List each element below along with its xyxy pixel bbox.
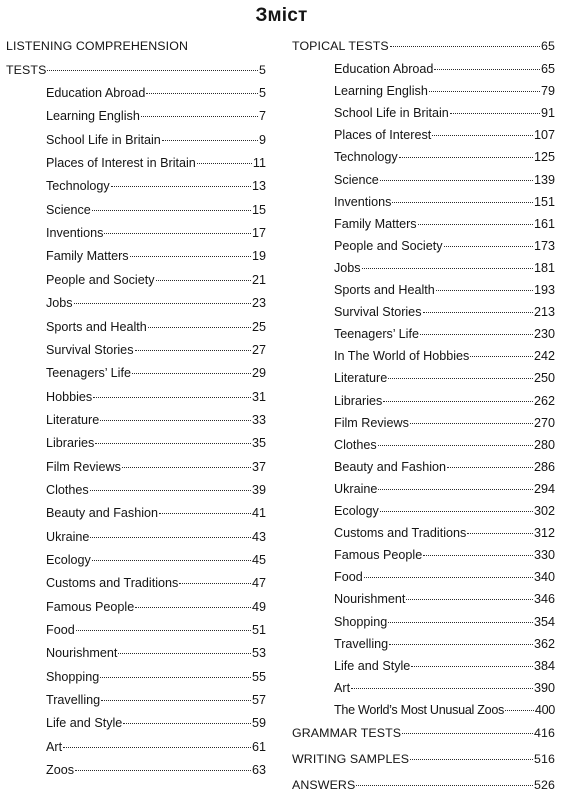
toc-entry-page: 286 (533, 459, 555, 474)
toc-entry (334, 367, 555, 389)
toc-entry-label: Inventions (46, 226, 104, 241)
toc-entry-page: 9 (258, 132, 266, 147)
dot-leader (141, 116, 258, 117)
dot-leader (351, 688, 533, 689)
toc-entry-page: 516 (534, 752, 555, 766)
toc-entry-page: 280 (533, 437, 555, 452)
toc-entry-label: Ukraine (46, 529, 90, 544)
toc-entry-page: 53 (251, 646, 266, 661)
dot-leader (388, 622, 533, 623)
toc-entry (46, 712, 266, 734)
toc-entry (46, 386, 266, 408)
toc-entry-label: Inventions (334, 194, 392, 209)
toc-entry-label: Travelling (46, 693, 101, 708)
toc-entry (334, 544, 555, 566)
toc-entry-page: 161 (533, 216, 555, 231)
dot-leader (104, 233, 251, 234)
toc-entry-label: Customs and Traditions (334, 526, 467, 541)
dot-leader (156, 280, 251, 281)
dot-leader (95, 443, 251, 444)
toc-entry-label: The World’s Most Unusual Zoos (334, 702, 505, 717)
toc-entry-label: Jobs (334, 260, 361, 275)
toc-entry (334, 235, 555, 257)
toc-entry (334, 434, 555, 456)
toc-entry-page: 416 (534, 726, 555, 740)
dot-leader (118, 653, 251, 654)
toc-entry-label: Famous People (334, 548, 423, 563)
toc-entry (46, 502, 266, 524)
dot-leader (434, 69, 540, 70)
toc-entry-label: Travelling (334, 636, 389, 651)
toc-entry-label: Clothes (46, 482, 89, 497)
dot-leader (411, 666, 533, 667)
toc-entry-label: Film Reviews (46, 459, 121, 474)
toc-entry-label: TESTS (6, 63, 47, 77)
toc-entry-label: Shopping (334, 614, 388, 629)
toc-entry (46, 292, 266, 314)
dot-leader (467, 533, 533, 534)
toc-entry-page: 49 (251, 599, 266, 614)
toc-entry-label: School Life in Britain (334, 106, 449, 121)
dot-leader (132, 373, 251, 374)
toc-entry (334, 257, 555, 279)
toc-entry-page: 270 (533, 415, 555, 430)
toc-entry (46, 526, 266, 548)
dot-leader (450, 113, 540, 114)
toc-entry-label: Film Reviews (334, 415, 409, 430)
toc-entry (46, 432, 266, 454)
toc-entry-page: 139 (533, 172, 555, 187)
toc-entry (46, 596, 266, 618)
toc-entry-page: 294 (533, 481, 555, 496)
toc-entry-page: 330 (533, 548, 555, 563)
toc-entry-page: 65 (541, 39, 555, 53)
toc-entry-label: Famous People (46, 599, 135, 614)
toc-entry-label: Science (46, 202, 91, 217)
dot-leader (146, 93, 258, 94)
dot-leader (93, 397, 251, 398)
dot-leader (447, 467, 533, 468)
toc-entry-page: 41 (251, 506, 266, 521)
toc-entry-label: Learning English (46, 109, 140, 124)
toc-entry-label: Teenagers’ Life (334, 327, 419, 342)
toc-entry-page: 384 (533, 658, 555, 673)
toc-entry-label: Life and Style (334, 658, 411, 673)
toc-entry-label: Technology (334, 150, 398, 165)
toc-entry-label: Ecology (334, 504, 379, 518)
toc-entry (334, 191, 555, 213)
toc-entry (334, 677, 555, 699)
toc-entry-page: 17 (251, 226, 266, 241)
toc-entry (46, 456, 266, 478)
toc-entry-page: 173 (533, 238, 555, 253)
toc-entry (334, 588, 555, 610)
toc-entry (334, 323, 555, 345)
dot-leader (92, 210, 251, 211)
toc-entry-label: Family Matters (334, 216, 417, 231)
toc-entry-listening-tests (6, 59, 266, 81)
toc-entry (334, 301, 555, 323)
toc-entry-page: 362 (533, 636, 555, 651)
toc-entry (334, 169, 555, 191)
dot-leader (75, 770, 251, 771)
dot-leader (362, 268, 533, 269)
dot-leader (122, 467, 251, 468)
dot-leader (378, 445, 533, 446)
toc-entry-page: 213 (533, 305, 555, 320)
toc-entry-page: 33 (251, 412, 266, 427)
toc-entry (334, 633, 555, 655)
toc-entry-label: Teenagers’ Life (46, 366, 131, 381)
toc-entry (292, 722, 555, 744)
dot-leader (390, 46, 540, 47)
dot-leader (135, 607, 251, 608)
toc-entry-label: Food (334, 570, 363, 585)
toc-entry-label: TOPICAL TESTS (292, 39, 389, 53)
toc-entry-label: Food (46, 623, 75, 638)
dot-leader (130, 256, 251, 257)
toc-entry-label: People and Society (46, 272, 155, 287)
dot-leader (444, 246, 533, 247)
toc-entry (46, 409, 266, 431)
toc-entry (46, 479, 266, 501)
toc-entry (334, 522, 555, 544)
dot-leader (392, 202, 533, 203)
toc-entry-page: 13 (251, 179, 266, 194)
toc-entry-page: 63 (251, 763, 266, 778)
dot-leader (92, 560, 251, 561)
toc-entry-label: Ukraine (334, 481, 378, 496)
toc-entry-label: Family Matters (46, 249, 129, 264)
dot-leader (76, 630, 251, 631)
dot-leader (63, 747, 251, 748)
toc-entry (334, 345, 555, 367)
dot-leader (420, 334, 533, 335)
toc-entry (334, 80, 555, 102)
toc-entry-page: 242 (533, 349, 555, 364)
toc-entry (292, 774, 555, 796)
dot-leader (123, 723, 251, 724)
toc-entry (46, 666, 266, 688)
toc-entry-label: Survival Stories (334, 305, 422, 320)
dot-leader (429, 91, 540, 92)
toc-entry (334, 213, 555, 235)
toc-entry (46, 199, 266, 221)
dot-leader (47, 70, 258, 71)
toc-entry (46, 549, 266, 571)
toc-entry (46, 642, 266, 664)
dot-leader (100, 420, 251, 421)
toc-entry-page: 340 (533, 570, 555, 585)
toc-entry-page: 107 (533, 128, 555, 143)
toc-entry (46, 245, 266, 267)
toc-entry (46, 572, 266, 594)
toc-entry-page: 23 (251, 296, 266, 311)
toc-entry-label: People and Society (334, 238, 443, 253)
toc-entry-page: 390 (533, 680, 555, 695)
toc-entry (46, 222, 266, 244)
dot-leader (380, 511, 533, 512)
toc-entry (334, 699, 555, 721)
toc-entry-label: Art (46, 739, 63, 754)
toc-entry (334, 456, 555, 478)
toc-entry-page: 230 (533, 327, 555, 342)
toc-entry-label: Survival Stories (46, 342, 134, 357)
toc-entry-page: 35 (251, 436, 266, 451)
dot-leader (470, 356, 533, 357)
dot-leader (423, 555, 533, 556)
dot-leader (402, 733, 533, 734)
toc-entry-page: 7 (258, 109, 266, 124)
toc-entry-page: 79 (540, 84, 555, 99)
toc-entry (46, 362, 266, 384)
toc-entry-label: Science (334, 172, 379, 187)
toc-entry (334, 58, 555, 80)
toc-entry-page: 151 (533, 194, 555, 209)
toc-entry-label: Libraries (46, 436, 95, 451)
toc-entry-page: 25 (251, 319, 266, 334)
dot-leader (179, 583, 251, 584)
toc-entry-label: In The World of Hobbies (334, 349, 470, 364)
dot-leader (364, 577, 533, 578)
dot-leader (378, 489, 533, 490)
toc-entry-label: Zoos (46, 763, 74, 778)
toc-entry-page: 250 (533, 371, 555, 386)
toc-entry-label: Ecology (46, 553, 91, 567)
toc-entry-label: Nourishment (334, 592, 406, 607)
dot-leader (100, 677, 251, 678)
toc-entry-label: WRITING SAMPLES (292, 752, 410, 766)
toc-entry-page: 65 (540, 62, 555, 76)
toc-entry-label: Sports and Health (334, 283, 435, 297)
toc-entry-label: Art (334, 680, 351, 695)
toc-entry-label: Jobs (46, 296, 73, 311)
toc-entry (46, 269, 266, 291)
dot-leader (410, 759, 533, 760)
toc-entry-page: 61 (251, 739, 266, 754)
toc-entry-page: 31 (251, 389, 266, 404)
toc-entry-page: 302 (533, 504, 555, 518)
toc-entry-label: Education Abroad (334, 62, 434, 76)
dot-leader (423, 312, 533, 313)
toc-entry-page: 47 (251, 576, 266, 591)
toc-entry-page: 354 (533, 614, 555, 629)
toc-entry-page: 51 (251, 623, 266, 638)
toc-entry-label: Places of Interest (334, 128, 432, 143)
toc-entry-page: 312 (533, 526, 555, 541)
dot-leader (148, 327, 251, 328)
dot-leader (389, 644, 533, 645)
toc-entry (334, 412, 555, 434)
toc-entry-page: 11 (252, 156, 266, 171)
toc-entry (334, 146, 555, 168)
toc-entry-topical-tests (292, 35, 555, 57)
toc-entry (46, 759, 266, 781)
dot-leader (162, 140, 258, 141)
dot-leader (159, 513, 251, 514)
toc-entry (46, 152, 266, 174)
toc-entry (334, 655, 555, 677)
toc-entry (292, 748, 555, 770)
dot-leader (74, 303, 251, 304)
toc-entry-page: 5 (258, 86, 266, 100)
toc-entry-label: Libraries (334, 393, 383, 408)
toc-entry-page: 19 (251, 249, 266, 264)
dot-leader (380, 180, 533, 181)
dot-leader (111, 186, 251, 187)
toc-entry-label: Nourishment (46, 646, 118, 661)
toc-entry (334, 102, 555, 124)
dot-leader (410, 423, 533, 424)
toc-entry (334, 566, 555, 588)
toc-entry-page: 400 (534, 702, 555, 717)
toc-entry-label: Technology (46, 179, 110, 194)
toc-entry-label: Learning English (334, 84, 428, 99)
toc-entry-label: Literature (46, 412, 100, 427)
toc-entry-page: 59 (251, 716, 266, 731)
toc-entry-page: 5 (259, 63, 266, 77)
toc-entry-label: Clothes (334, 437, 377, 452)
toc-entry-page: 45 (251, 553, 266, 567)
toc-entry (334, 611, 555, 633)
toc-entry-label: Beauty and Fashion (334, 459, 447, 474)
toc-entry-label: Education Abroad (46, 86, 146, 100)
toc-entry-page: 125 (533, 150, 555, 165)
dot-leader (383, 401, 533, 402)
dot-leader (406, 599, 533, 600)
dot-leader (90, 537, 251, 538)
toc-entry-page: 346 (533, 592, 555, 607)
toc-entry-label: Shopping (46, 669, 100, 684)
toc-entry-label: Literature (334, 371, 388, 386)
toc-entry-page: 15 (251, 202, 266, 217)
listening-heading-line1: LISTENING COMPREHENSION (6, 39, 188, 53)
toc-entry-page: 91 (540, 106, 555, 121)
toc-entry-page: 27 (251, 342, 266, 357)
toc-entry-label: School Life in Britain (46, 132, 161, 147)
dot-leader (418, 224, 533, 225)
toc-entry-label: Life and Style (46, 716, 123, 731)
toc-entry-label: GRAMMAR TESTS (292, 726, 402, 740)
dot-leader (356, 785, 533, 786)
dot-leader (432, 135, 533, 136)
toc-entry-page: 21 (251, 272, 266, 287)
toc-entry-page: 29 (251, 366, 266, 381)
toc-entry (46, 175, 266, 197)
toc-entry (334, 124, 555, 146)
toc-entry (46, 82, 266, 104)
toc-entry-label: Beauty and Fashion (46, 506, 159, 521)
toc-entry-label: Sports and Health (46, 319, 147, 334)
toc-entry (46, 339, 266, 361)
toc-entry (46, 736, 266, 758)
toc-entry (46, 129, 266, 151)
toc-entry-label: Places of Interest in Britain (46, 156, 196, 171)
dot-leader (505, 710, 534, 711)
dot-leader (388, 378, 533, 379)
page-title: Зміст (255, 5, 308, 26)
toc-entry-label: Customs and Traditions (46, 576, 179, 591)
dot-leader (399, 157, 533, 158)
toc-entry (334, 500, 555, 522)
toc-entry-label: Hobbies (46, 389, 93, 404)
toc-entry-page: 55 (251, 669, 266, 684)
toc-entry (334, 478, 555, 500)
toc-entry-page: 181 (533, 260, 555, 275)
toc-entry-page: 526 (534, 778, 555, 792)
toc-entry-page: 43 (251, 529, 266, 544)
toc-entry-page: 193 (533, 283, 555, 297)
toc-entry-label: ANSWERS (292, 778, 356, 792)
toc-entry (46, 105, 266, 127)
dot-leader (135, 350, 251, 351)
toc-entry (334, 390, 555, 412)
toc-entry-page: 262 (533, 393, 555, 408)
toc-entry-page: 39 (251, 482, 266, 497)
dot-leader (101, 700, 251, 701)
toc-entry (46, 619, 266, 641)
toc-entry-page: 57 (251, 693, 266, 708)
dot-leader (90, 490, 251, 491)
toc-entry (46, 689, 266, 711)
toc-entry-page: 37 (251, 459, 266, 474)
toc-entry (46, 316, 266, 338)
dot-leader (436, 290, 533, 291)
toc-entry (334, 279, 555, 301)
dot-leader (197, 163, 252, 164)
